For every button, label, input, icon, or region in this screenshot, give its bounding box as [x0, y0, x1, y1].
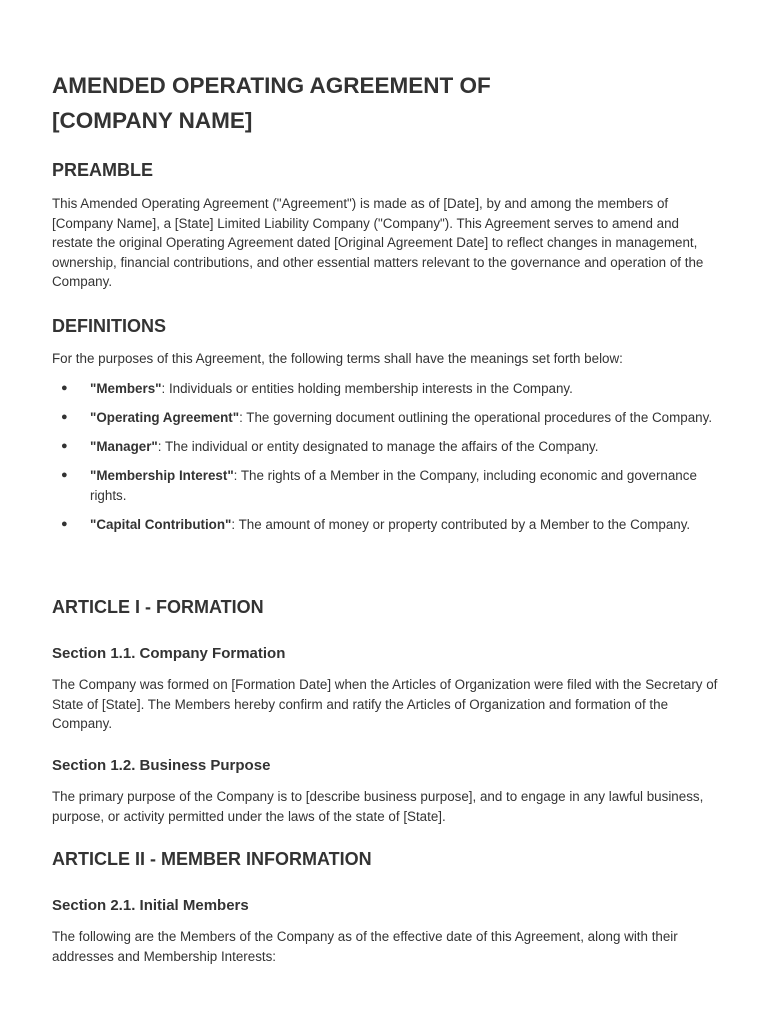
- title-line-2: [COMPANY NAME]: [52, 108, 253, 133]
- definitions-intro: For the purposes of this Agreement, the following terms shall have the meanings set forth below:: [52, 351, 623, 366]
- definition: : The amount of money or property contributed by a Member to the Company.: [231, 516, 691, 532]
- list-item: [52, 466, 722, 505]
- document-title: [52, 68, 722, 138]
- list-item: [52, 379, 722, 399]
- list-item: [52, 408, 722, 428]
- definitions-heading: DEFINITIONS: [52, 316, 167, 336]
- definition: : The rights of a Member in the Company, including economic and governance rights.: [90, 468, 697, 503]
- bullet-icon: ●: [61, 469, 68, 482]
- article-2-heading: ARTICLE II - MEMBER INFORMATION: [52, 849, 372, 869]
- title-line-1: AMENDED OPERATING AGREEMENT OF: [52, 73, 491, 98]
- term: "Membership Interest": [90, 468, 234, 484]
- term: "Manager": [90, 439, 158, 455]
- term: "Operating Agreement": [90, 410, 240, 426]
- section-1-2-text: The primary purpose of the Company is to [describe business purpose], and to engage in any lawful business, purpose, or activity permitted under the laws of the state of [State].: [52, 789, 704, 824]
- section-2-1-heading: Section 2.1. Initial Members: [52, 897, 249, 914]
- term: "Capital Contribution": [90, 516, 232, 532]
- article-1-heading: ARTICLE I - FORMATION: [52, 597, 264, 617]
- preamble-heading: PREAMBLE: [52, 160, 154, 180]
- definition: : The governing document outlining the operational procedures of the Company.: [239, 410, 713, 426]
- section-2-1-text: The following are the Members of the Company as of the effective date of this Agreement, along with their addresses and Membership Interests:: [52, 929, 678, 964]
- section-1-1-heading: Section 1.1. Company Formation: [52, 645, 286, 662]
- definition: : Individuals or entities holding membership interests in the Company.: [161, 381, 573, 396]
- definition: : The individual or entity designated to manage the affairs of the Company.: [157, 439, 599, 455]
- list-item: [52, 437, 722, 457]
- section-1-2-heading: Section 1.2. Business Purpose: [52, 757, 271, 774]
- list-item: [52, 515, 722, 535]
- bullet-icon: ●: [61, 440, 68, 453]
- bullet-icon: ●: [61, 411, 68, 424]
- definitions-list: [52, 379, 722, 544]
- bullet-icon: ●: [61, 517, 68, 530]
- preamble-text: This Amended Operating Agreement ("Agreement") is made as of [Date], by and among the members of [Company Name], a [State] Limited Liability Company ("Company"). This Agreement serves to amend and restate the original Operating Agreement dated [Original Agreement Date] to reflect changes in management, ownership, financial contributions, and other essential matters relevant to the governance and operation of the Company.: [52, 196, 704, 290]
- section-1-1-text: The Company was formed on [Formation Date] when the Articles of Organization were filed with the Secretary of State of [State]. The Members hereby confirm and ratify the Articles of Organization and formation of the Company.: [52, 677, 718, 732]
- bullet-icon: ●: [61, 382, 68, 394]
- term: "Members": [90, 381, 162, 396]
